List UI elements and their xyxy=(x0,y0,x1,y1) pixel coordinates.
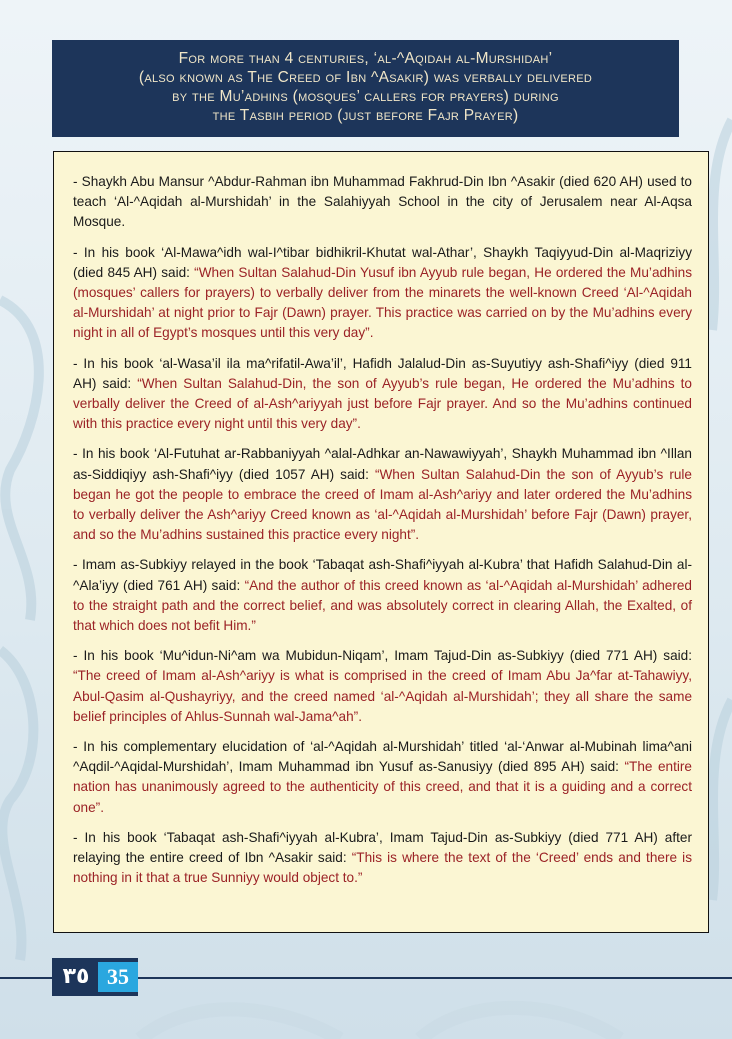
title-banner xyxy=(52,40,679,137)
paragraph-quote: “The entire nation has unanimously agreed to the authenticity of this creed, and that it is a guiding and a correct one”. xyxy=(73,759,692,815)
paragraph-suyutiyy xyxy=(73,354,692,435)
paragraph-quote: “This is where the text of the ‘Creed’ ends and there is nothing in it that a true Sunniyy would object to.” xyxy=(73,850,692,886)
title-line-4: the Tasbih period (just before Fajr Prayer) xyxy=(212,107,519,124)
paragraph-ibn-asakir xyxy=(73,172,692,233)
paragraph-quote: “The creed of Imam al-Ash^ariyy is what is comprised in the creed of Imam Abu Ja^far at-Tahawiyy, Abul-Qasim al-Qushayriyy, and the creed named ‘al-^Aqidah al-Murshidah’; they all share the same belief principles of Ahlus-Sunnah wal-Jama^ah”. xyxy=(73,668,692,724)
title-line-2: (also known as The Creed of Ibn ^Asakir) was verbally delivered xyxy=(138,69,593,86)
title-line-1: For more than 4 centuries, ‘al-^Aqidah al-Murshidah’ xyxy=(178,50,553,67)
paragraph-text: - In his book ‘Mu^idun-Ni^am wa Mubidun-Niqam’, Imam Tajud-Din as-Subkiyy (died 771 AH) said: xyxy=(73,648,692,664)
paragraph-maqriziyy xyxy=(73,243,692,344)
paragraph-text: - Imam as-Subkiyy relayed in the book ‘Tabaqat ash-Shafi^iyyah al-Kubra’ that Hafidh Salahud-Din al-^Ala’iyy (died 761 AH) said: xyxy=(73,557,692,593)
title-line-3: by the Mu’adhins (mosques’ callers for prayers) during xyxy=(172,88,559,105)
paragraph-quote: “When Sultan Salahud-Din Yusuf ibn Ayyub rule began, He ordered the Mu’adhins (mosques’ callers for prayers) to verbally deliver from the minarets the well-known Creed ‘Al-^Aqidah al-Murshidah’ at night prior to Fajr (Dawn) prayer. This practice was carried on by the Mu’adhins every night in all of Egypt’s mosques until this very day”. xyxy=(73,264,693,341)
page-number: 35 xyxy=(98,962,138,992)
paragraph-quote: “When Sultan Salahud-Din the son of Ayyub’s rule began he got the people to embrace the creed of Imam al-Ash^ariyy and later ordered the Mu’adhins to verbally deliver the Ash^ariyy Creed known as ‘al-^Aqidah al-Murshidah’ before Fajr (Dawn) prayer, and so the Mu’adhins sustained this practice every night”. xyxy=(73,466,692,543)
paragraph-subkiyy-2 xyxy=(73,828,692,889)
paragraph-text: - In his book ‘Tabaqat ash-Shafi^iyyah al-Kubra’, Imam Tajud-Din as-Subkiyy (died 771 AH) after relaying the entire creed of Ibn ^Asakir said: xyxy=(73,829,692,866)
paragraph-text: - In his book ‘Al-Futuhat ar-Rabbaniyyah ^alal-Adhkar an-Nawawiyyah’, Shaykh Muhammad ibn ^Illan as-Siddiqiyy ash-Shafi^iyy (died 1057 AH) said: xyxy=(73,446,692,482)
paragraph-text: - Shaykh Abu Mansur ^Abdur-Rahman ibn Muhammad Fakhrud-Din Ibn ^Asakir (died 620 AH) used to teach ‘Al-^Aqidah al-Murshidah’ in the Salahiyyah School in the city of Jerusalem near Al-Aqsa Mosque. xyxy=(73,174,692,230)
paragraph-text: - In his complementary elucidation of ‘al-^Aqidah al-Murshidah’ titled ‘al-‘Anwar al-Mubinah lima^ani ^Aqdil-^Aqidal-Murshidah’, Imam Muhammad ibn Yusuf as-Sanusiyy (died 895 AH) said: xyxy=(73,739,692,775)
paragraph-text: - In his book ‘al-Wasa’il ila ma^rifatil-Awa’il’, Hafidh Jalalud-Din as-Suyutiyy ash-Shafi^iyy (died 911 AH) said: xyxy=(73,355,692,391)
paragraph-subkiyy-1 xyxy=(73,646,692,727)
paragraph-alaiyy xyxy=(73,555,692,636)
paragraph-quote: “And the author of this creed known as ‘al-^Aqidah al-Murshidah’ adhered to the straight path and the correct belief, and was absolutely correct in clearing Allah, the Exalted, of that which does not befit Him.” xyxy=(73,577,692,634)
quotations-panel xyxy=(53,151,709,933)
page-number-arabic: ٣٥ xyxy=(62,964,90,989)
paragraph-quote: “When Sultan Salahud-Din, the son of Ayyub’s rule began, He ordered the Mu’adhins to verbally deliver the Creed of al-Ash^ariyyah just before Fajr prayer. And so the Mu’adhins continued with this practice every night until this very day”. xyxy=(73,375,692,432)
paragraph-siddiqiyy xyxy=(73,444,692,545)
paragraph-text: - In his book ‘Al-Mawa^idh wal-I^tibar bidhikril-Khutat wal-Athar’, Shaykh Taqiyyud-Din al-Maqriziyy (died 845 AH) said: xyxy=(73,244,692,280)
paragraph-sanusiyy xyxy=(73,737,692,818)
